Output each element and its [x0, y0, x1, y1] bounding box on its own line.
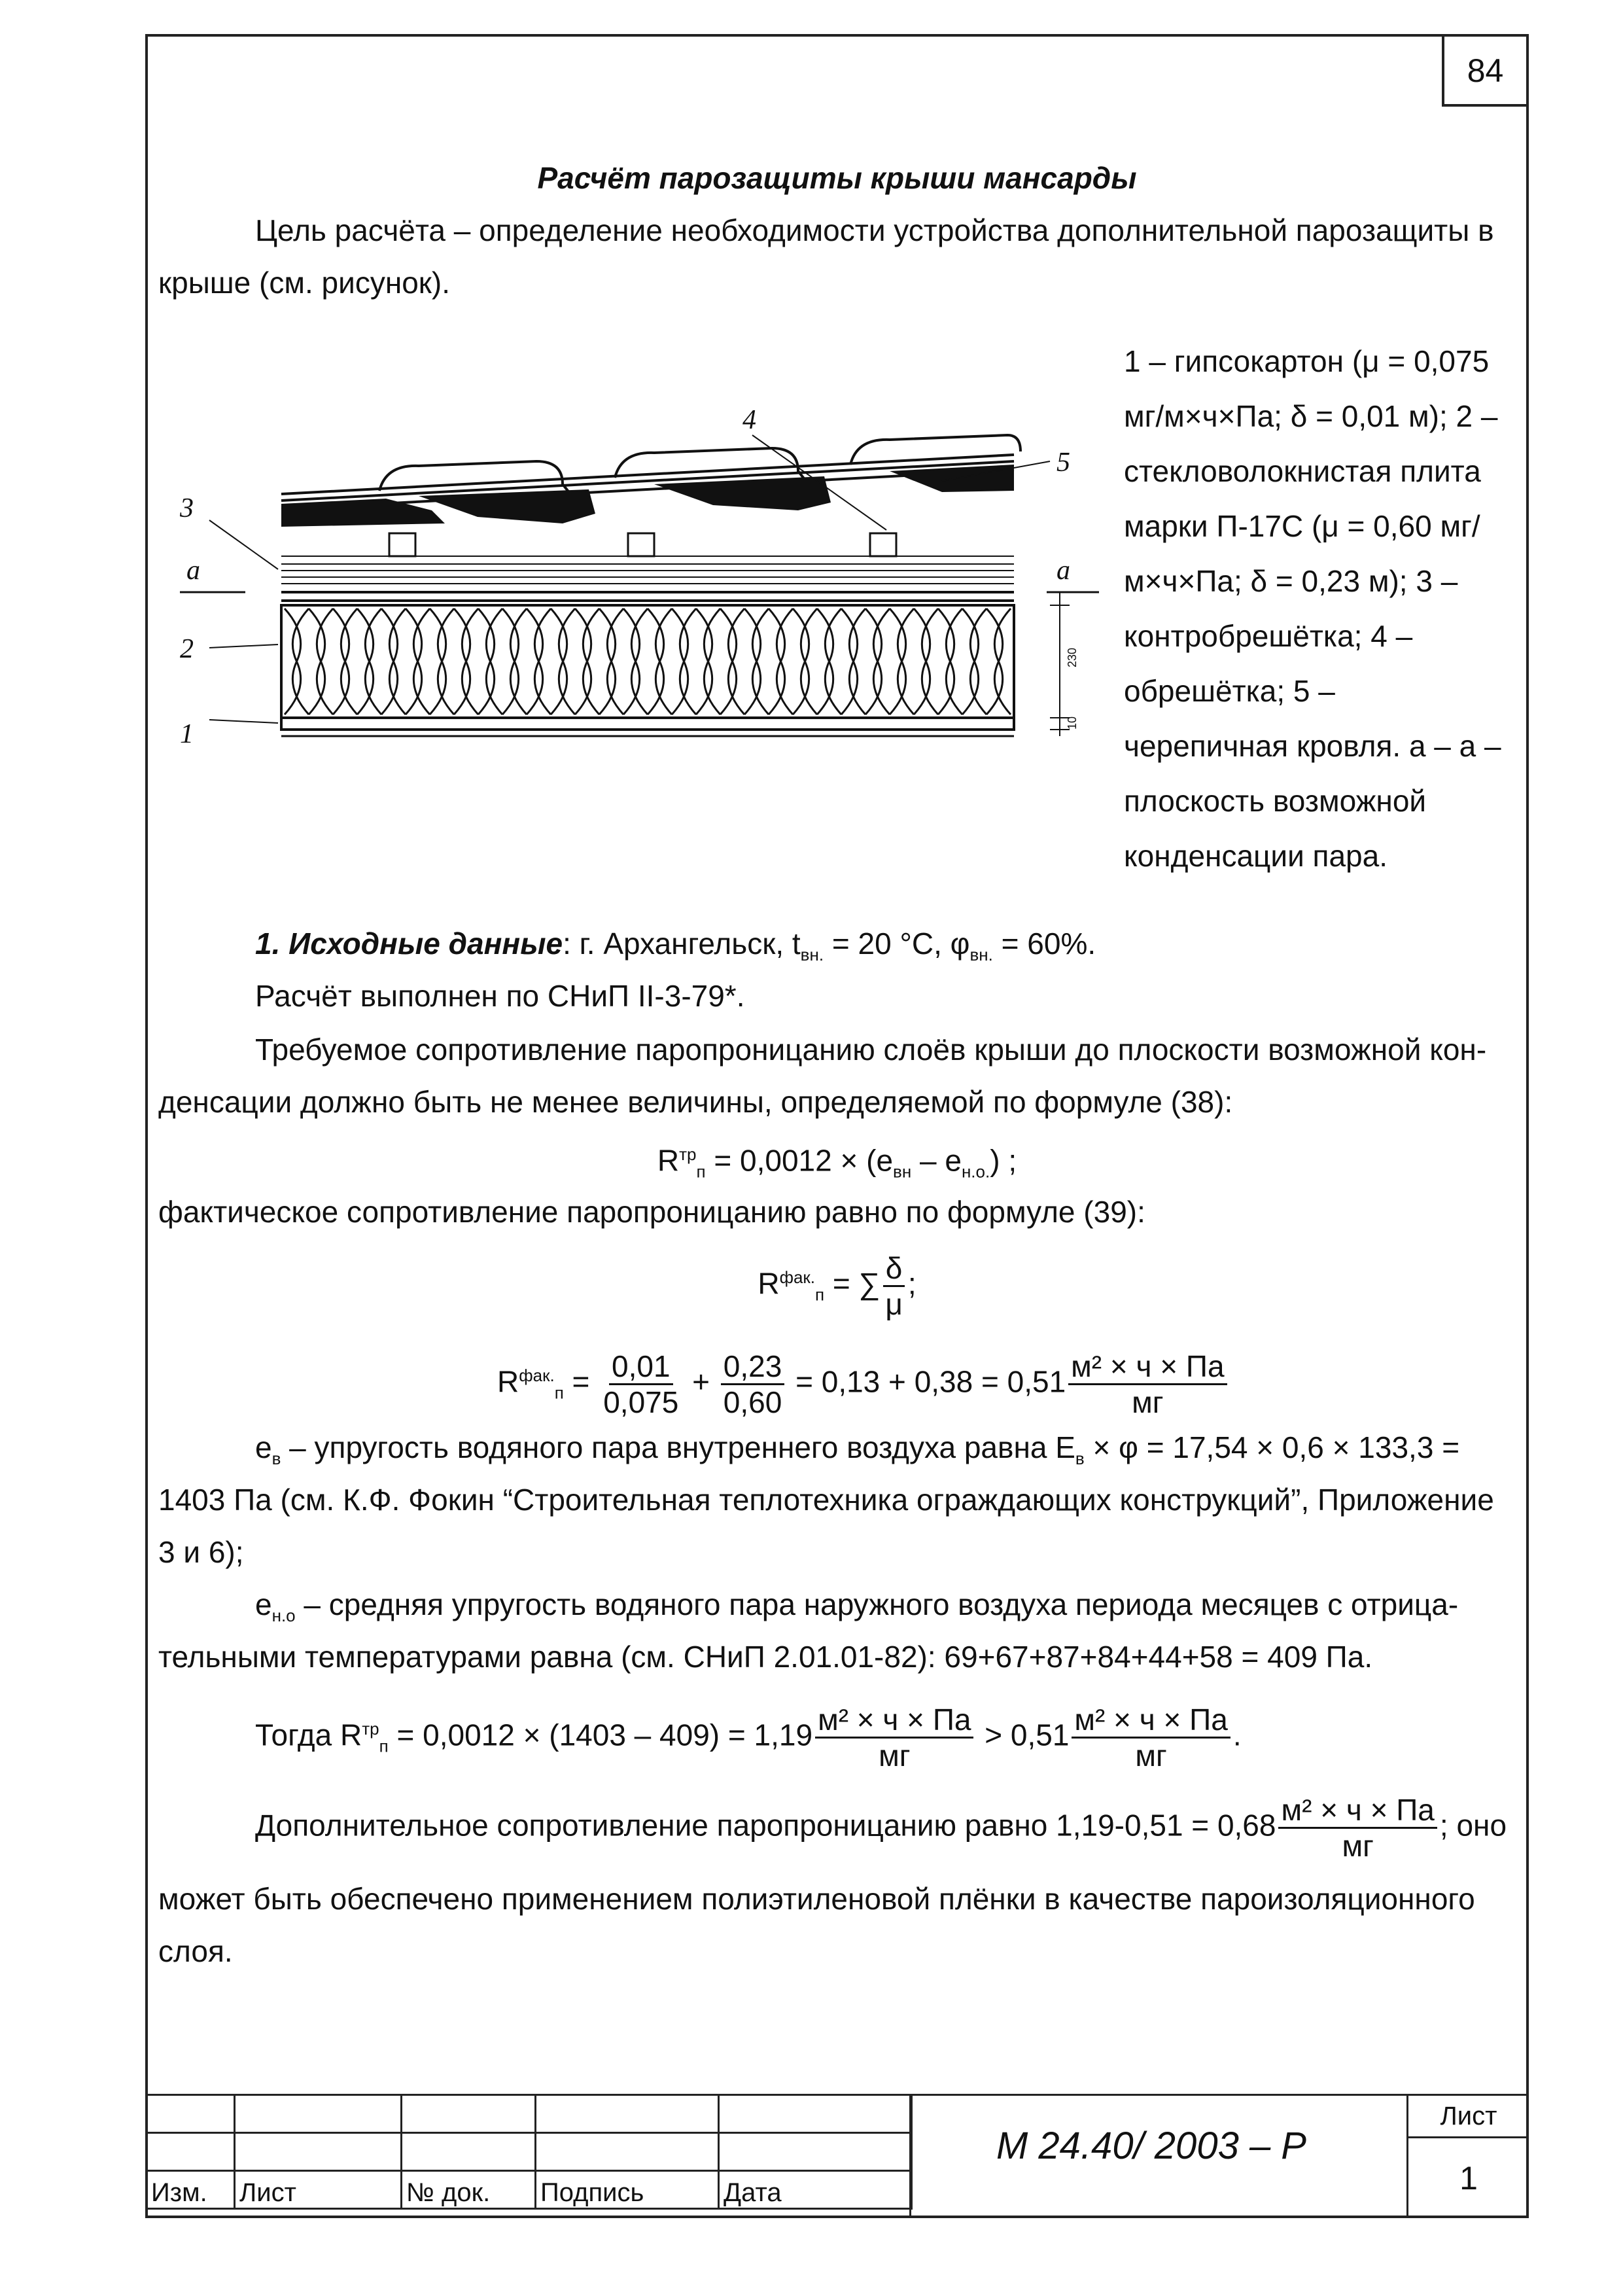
final-line-2: слоя.: [158, 1934, 233, 1968]
label-a-right: a: [1056, 556, 1070, 586]
then-formula: Тогда $R^{тр}_п = 0,0012 \times (1403 - 409) = 1,19$ $\frac{\text{м² × ч × Па}}{мг}$ > 0,51 $\frac{\text{м² × ч × Па}}{мг}$ .: [255, 1702, 1242, 1773]
doc-title: Расчёт парозащиты крыши мансарды: [537, 161, 1137, 195]
wool-stroke: [962, 609, 986, 715]
ev-line-1: $e_в$ – упругость водяного пара внутреннего воздуха равна $E_в \times \varphi = 17,54 \times 0,6 \times 133,3$ =: [255, 1430, 1460, 1469]
wool-stroke: [914, 609, 938, 715]
col-list: Лист: [235, 2171, 402, 2209]
label-2: 2: [180, 634, 194, 664]
document-code: М 24.40/ 2003 – Р: [996, 2125, 1306, 2167]
col-doc: № док.: [402, 2171, 536, 2209]
intro-line-2: крыше (см. рисунок).: [158, 266, 451, 300]
wool-stroke: [381, 609, 406, 715]
wool-stroke: [841, 609, 865, 715]
eno-line-2: тельными температурами равна (см. СНиП 2.01.01-82): 69+67+87+84+44+58 = 409 Па.: [158, 1640, 1373, 1674]
label-1: 1: [180, 719, 194, 749]
wool-stroke: [527, 609, 551, 715]
dim-10: 10: [1066, 716, 1079, 730]
label-4: 4: [742, 405, 756, 435]
wool-stroke: [672, 609, 696, 715]
col-izm: Изм.: [147, 2171, 235, 2209]
required-line-1: Требуемое сопротивление паропроницанию слоёв крыши до плоскости возможной кон-: [255, 1033, 1487, 1067]
section1-line: 1. Исходные данные: г. Архангельск, $t_{вн.} = 20$ °С, $\varphi_{вн.} = 60\%$.: [255, 927, 1096, 965]
snip-line: Расчёт выполнен по СНиП II-3-79*.: [255, 979, 745, 1013]
wool-stroke: [333, 609, 357, 715]
wool-stroke: [406, 609, 430, 715]
fact-line: фактическое сопротивление паропроницанию равно по формуле (39):: [158, 1195, 1145, 1229]
battens: [389, 533, 896, 556]
page-number: 84: [1442, 34, 1529, 107]
formula-39: $R^{фак.}_п$ = ∑ $\frac{\delta}{\mu}$ ;: [758, 1250, 916, 1321]
dim-230: 230: [1066, 647, 1079, 667]
wool-stroke: [744, 609, 769, 715]
wool-stroke: [357, 609, 381, 715]
roof-section-figure: [170, 393, 1112, 772]
wool-stroke: [769, 609, 793, 715]
label-3: 3: [180, 493, 194, 523]
col-sign: Подпись: [536, 2171, 719, 2209]
wool-stroke: [793, 609, 817, 715]
col-date: Дата: [719, 2171, 912, 2209]
wool-stroke: [478, 609, 502, 715]
sheet-label: Лист: [1406, 2094, 1529, 2138]
wool-stroke: [599, 609, 623, 715]
title-block-table: [145, 2094, 913, 2210]
label-a-left: a: [186, 556, 200, 586]
wool-stroke: [502, 609, 527, 715]
sheet-number: 1: [1406, 2138, 1529, 2218]
wool-stroke: [648, 609, 672, 715]
eno-line-1: $e_{н.о}$ – средняя упругость водяного пара наружного воздуха периода месяцев с отрица-: [255, 1587, 1459, 1626]
required-line-2: денсации должно быть не менее величины, определяемой по формуле (38):: [158, 1085, 1233, 1119]
label-5: 5: [1056, 448, 1070, 478]
wool-stroke: [551, 609, 575, 715]
section1-heading: 1. Исходные данные: [255, 927, 563, 961]
wool-stroke: [575, 609, 599, 715]
wool-stroke: [865, 609, 890, 715]
ev-line-3: 3 и 6);: [158, 1535, 244, 1569]
formula-39-calc: $R^{фак.}_п$ = $\frac{0,01}{0,075}$ + $\frac{0,23}{0,60}$ = 0,13 + 0,38 = 0,51 $\frac{\text{м² × ч × Па}}{мг}$: [497, 1348, 1230, 1421]
wool-stroke: [720, 609, 744, 715]
wool-stroke: [309, 609, 333, 715]
wool-stroke: [817, 609, 841, 715]
wool-stroke: [454, 609, 478, 715]
wool-stroke: [623, 609, 648, 715]
figure-legend: 1 – гипсокартон (μ = 0,075 мг/м×ч×Па; δ = 0,01 м); 2 – стекловолокнистая плита марки П-17С (μ = 0,60 мг/м×ч×Па; δ = 0,23 м); 3 – контробрешётка; 4 – обрешётка; 5 – черепичная кровля. а – а – плоскость возможной конденсации пара.: [1124, 344, 1501, 873]
wool-stroke: [890, 609, 914, 715]
gypsum-layer: [281, 718, 1014, 730]
intro-line-1: Цель расчёта – определение необходимости устройства дополнительной парозащиты в: [255, 213, 1494, 247]
ev-line-2: 1403 Па (см. К.Ф. Фокин “Строительная теплотехника ограждающих конструкций”, Приложение: [158, 1483, 1494, 1517]
formula-38: $R^{тр}_п = 0,0012 \times (e_{вн} - e_{н.о.})$ ;: [657, 1143, 1017, 1182]
final-line-1: может быть обеспечено применением полиэтиленовой плёнки в качестве пароизоляционного: [158, 1882, 1475, 1916]
wool-stroke: [430, 609, 454, 715]
wool-stroke: [285, 609, 309, 715]
additional-line: Дополнительное сопротивление паропроницанию равно 1,19-0,51 = 0,68 $\frac{\text{м² × ч × Па}}{мг}$ ; оно: [255, 1793, 1507, 1863]
counter-batten-layer: [281, 556, 1014, 601]
insulation-pattern: [285, 609, 1011, 715]
wool-stroke: [696, 609, 720, 715]
wool-stroke: [938, 609, 962, 715]
wool-stroke: [986, 609, 1011, 715]
